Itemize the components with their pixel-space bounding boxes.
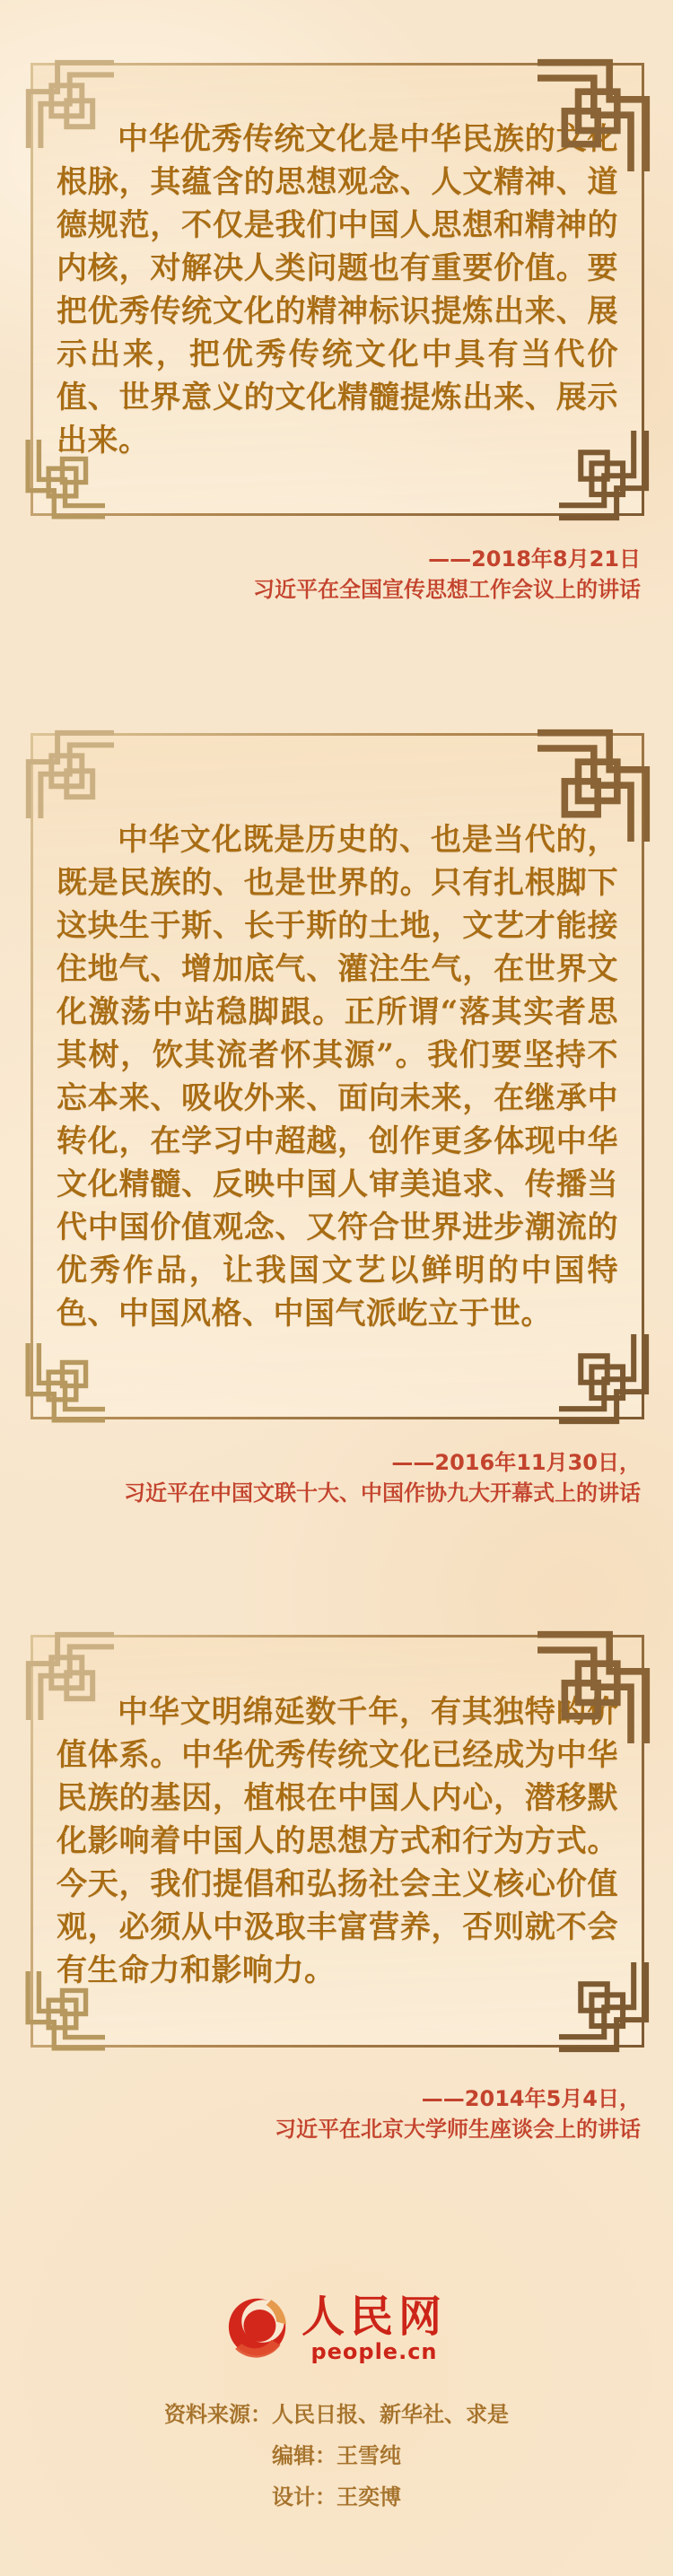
logo-title: 人民网: [301, 2292, 447, 2342]
attribution-2: [54, 1447, 641, 1508]
quote-box-1: [31, 63, 644, 516]
knot-corner-icon: [22, 727, 114, 818]
attribution-source: 习近平在北京大学师生座谈会上的讲话: [275, 2117, 641, 2142]
footer-credits: [0, 2394, 673, 2518]
quote-text-3: 中华文明绵延数千年，有其独特的价值体系。中华优秀传统文化已经成为中华民族的基因，植根在中国人内心，潜移默化影响着中国人的思想方式和行为方式。今天，我们提倡和弘扬社会主义核心价值观，必须从中汲取丰富营养，否则就不会有生命力和影响力。: [57, 1694, 618, 1988]
people-daily-logo: [0, 2293, 673, 2363]
credit-source: 资料来源：人民日报、新华社、求是: [164, 2402, 509, 2427]
attribution-date: ——2014年5月4日，: [421, 2086, 641, 2111]
knot-corner-icon: [559, 1334, 652, 1428]
attribution-source: 习近平在中国文联十大、中国作协九大开幕式上的讲话: [124, 1480, 641, 1506]
people-daily-logo-icon: [226, 2293, 291, 2363]
credit-editor: 编辑：王雪纯: [272, 2443, 401, 2468]
attribution-date: ——2016年11月30日，: [391, 1450, 641, 1475]
attribution-source: 习近平在全国宣传思想工作会议上的讲话: [253, 577, 641, 602]
quote-box-2: [31, 733, 644, 1419]
attribution-1: [54, 544, 641, 605]
logo-domain: people.cn: [310, 2339, 438, 2364]
quote-text-1: 中华优秀传统文化是中华民族的文化根脉，其蕴含的思想观念、人文精神、道德规范，不仅是我们中国人思想和精神的内核，对解决人类问题也有重要价值。要把优秀传统文化的精神标识提炼出来、展示出来，把优秀传统文化中具有当代价值、世界意义的文化精髓提炼出来、展示出来。: [57, 120, 618, 458]
credit-designer: 设计：王奕博: [272, 2484, 401, 2510]
attribution-3: [54, 2083, 641, 2144]
attribution-date: ——2018年8月21日: [428, 546, 641, 572]
quote-box-3: [31, 1635, 644, 2048]
knot-corner-icon: [22, 1343, 105, 1426]
quote-text-2: 中华文化既是历史的、也是当代的，既是民族的、也是世界的。只有扎根脚下这块生于斯、长于斯的土地，文艺才能接住地气、增加底气、灌注生气，在世界文化激荡中站稳脚跟。正所谓“落其实者思其树，饮其流者怀其源”。我们要坚持不忘本来、吸收外来、面向未来，在继承中转化，在学习中超越，创作更多体现中华文化精髓、反映中国人审美追求、传播当代中国价值观念、又符合世界进步潮流的优秀作品，让我国文艺以鲜明的中国特色、中国风格、中国气派屹立于世。: [57, 821, 618, 1332]
